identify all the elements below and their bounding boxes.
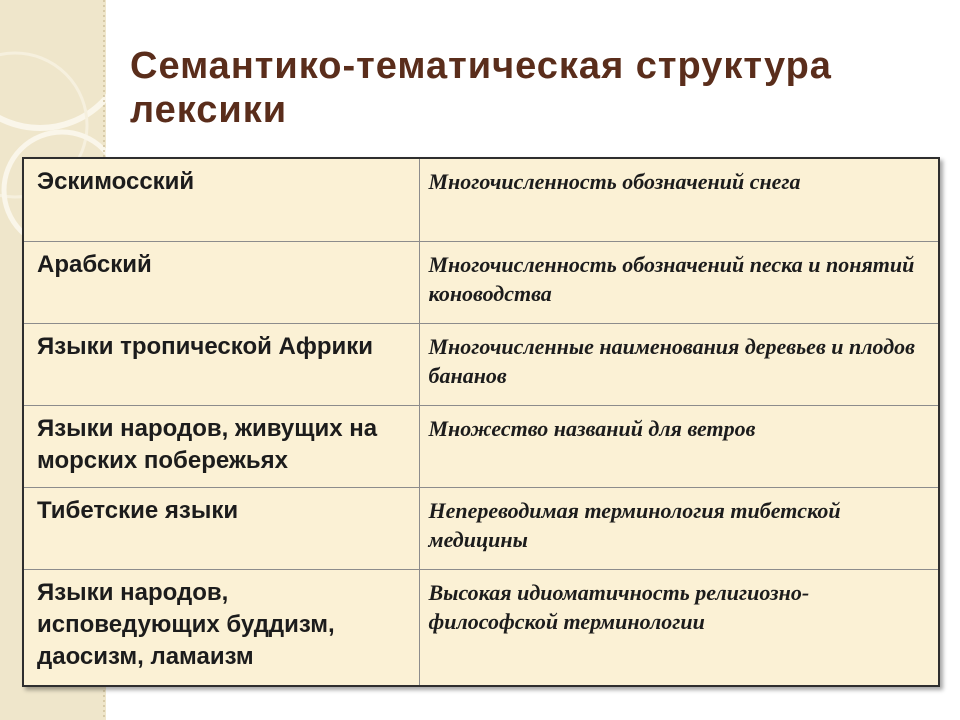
language-cell: Языки тропической Африки xyxy=(23,323,419,405)
feature-cell: Многочисленность обозначений песка и понятий коноводства xyxy=(419,241,939,323)
table-row xyxy=(23,241,939,323)
table-row xyxy=(23,323,939,405)
feature-cell: Высокая идиоматичность религиозно-философской терминологии xyxy=(419,569,939,686)
language-cell: Эскимосский xyxy=(23,158,419,241)
feature-cell: Многочисленность обозначений снега xyxy=(419,158,939,241)
language-cell: Арабский xyxy=(23,241,419,323)
table-row xyxy=(23,569,939,686)
language-cell: Языки народов, исповедующих буддизм, даосизм, ламаизм xyxy=(23,569,419,686)
lexicon-table xyxy=(22,157,940,687)
table-row xyxy=(23,487,939,569)
feature-cell: Множество названий для ветров xyxy=(419,405,939,487)
feature-cell: Непереводимая терминология тибетской медицины xyxy=(419,487,939,569)
feature-cell: Многочисленные наименования деревьев и плодов бананов xyxy=(419,323,939,405)
language-cell: Языки народов, живущих на морских побережьях xyxy=(23,405,419,487)
table-row xyxy=(23,405,939,487)
language-cell: Тибетские языки xyxy=(23,487,419,569)
table-row xyxy=(23,158,939,241)
slide-title: Семантико-тематическая структура лексики xyxy=(130,45,832,131)
